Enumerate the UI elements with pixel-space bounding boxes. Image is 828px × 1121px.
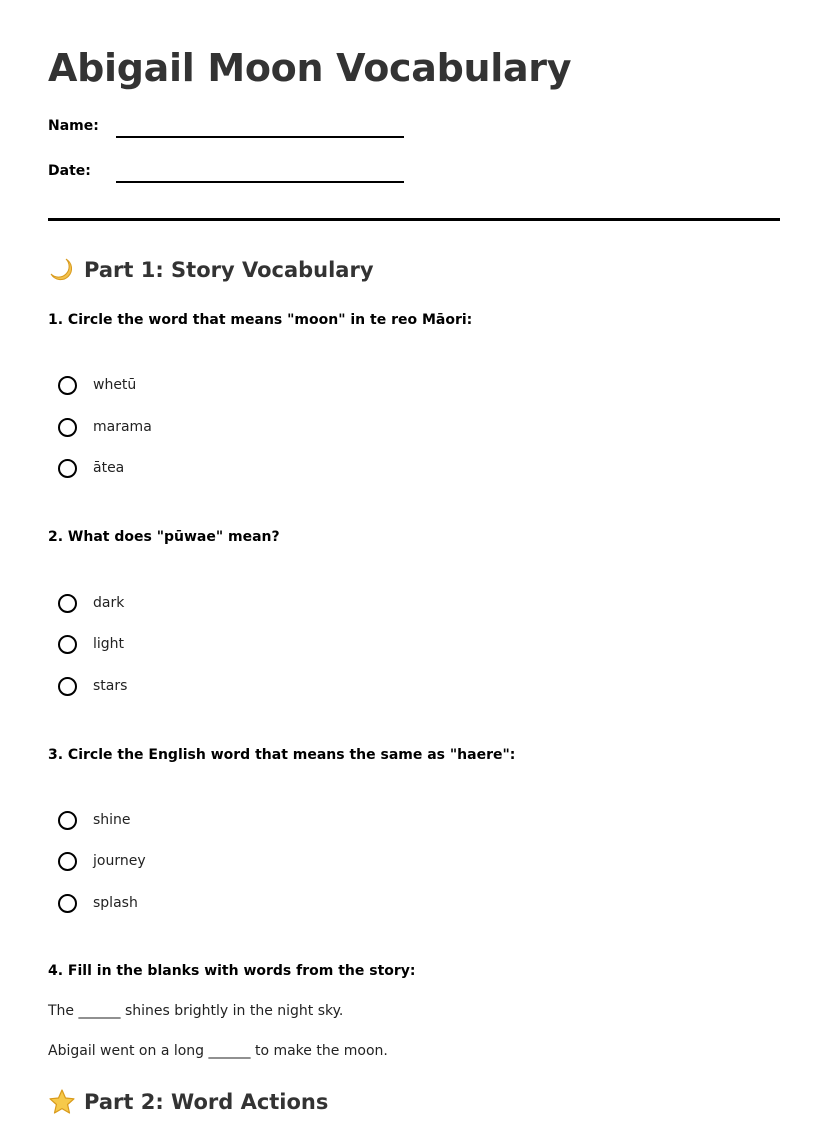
radio-circle[interactable] (58, 594, 77, 613)
option-label: splash (93, 895, 138, 911)
question-2: 2. What does "pūwae" mean? (48, 529, 280, 545)
option-label: light (93, 636, 125, 652)
radio-circle[interactable] (58, 418, 77, 437)
question-4: 4. Fill in the blanks with words from the story: (48, 963, 416, 979)
radio-circle[interactable] (58, 852, 77, 871)
option-label: ātea (93, 460, 125, 476)
question-3: 3. Circle the English word that means the same as "haere": (48, 747, 516, 763)
question-1-option-2[interactable] (58, 415, 152, 439)
fill-in-sentence-1: The ______ shines brightly in the night sky. (48, 1003, 344, 1019)
question-3-option-3[interactable] (58, 891, 138, 915)
date-label: Date: (48, 163, 91, 179)
part2-heading-text: Part 2: Word Actions (84, 1090, 329, 1114)
radio-circle[interactable] (58, 894, 77, 913)
option-label: marama (93, 419, 152, 435)
name-blank-line[interactable] (116, 118, 404, 138)
question-1: 1. Circle the word that means "moon" in te reo Māori: (48, 312, 473, 328)
question-1-option-1[interactable] (58, 373, 136, 397)
name-label: Name: (48, 118, 99, 134)
fill-in-sentence-2: Abigail went on a long ______ to make the moon. (48, 1043, 388, 1059)
question-2-option-2[interactable] (58, 632, 124, 656)
worksheet-title: Abigail Moon Vocabulary (48, 46, 572, 90)
radio-circle[interactable] (58, 677, 77, 696)
question-3-option-2[interactable] (58, 849, 146, 873)
header-divider (48, 218, 780, 221)
date-field (48, 163, 404, 183)
part1-heading-text: Part 1: Story Vocabulary (84, 258, 374, 282)
option-label: shine (93, 812, 131, 828)
option-label: dark (93, 595, 125, 611)
question-2-option-1[interactable] (58, 591, 124, 615)
star-icon (48, 1088, 76, 1116)
part1-heading (48, 256, 374, 284)
part2-heading (48, 1088, 328, 1116)
radio-circle[interactable] (58, 635, 77, 654)
date-blank-line[interactable] (116, 163, 404, 183)
question-1-option-3[interactable] (58, 456, 124, 480)
radio-circle[interactable] (58, 811, 77, 830)
radio-circle[interactable] (58, 459, 77, 478)
option-label: whetū (93, 377, 137, 393)
option-label: journey (93, 853, 146, 869)
option-label: stars (93, 678, 128, 694)
name-field (48, 118, 404, 138)
radio-circle[interactable] (58, 376, 77, 395)
question-3-option-1[interactable] (58, 808, 131, 832)
question-2-option-3[interactable] (58, 674, 127, 698)
crescent-moon-icon (48, 256, 76, 284)
